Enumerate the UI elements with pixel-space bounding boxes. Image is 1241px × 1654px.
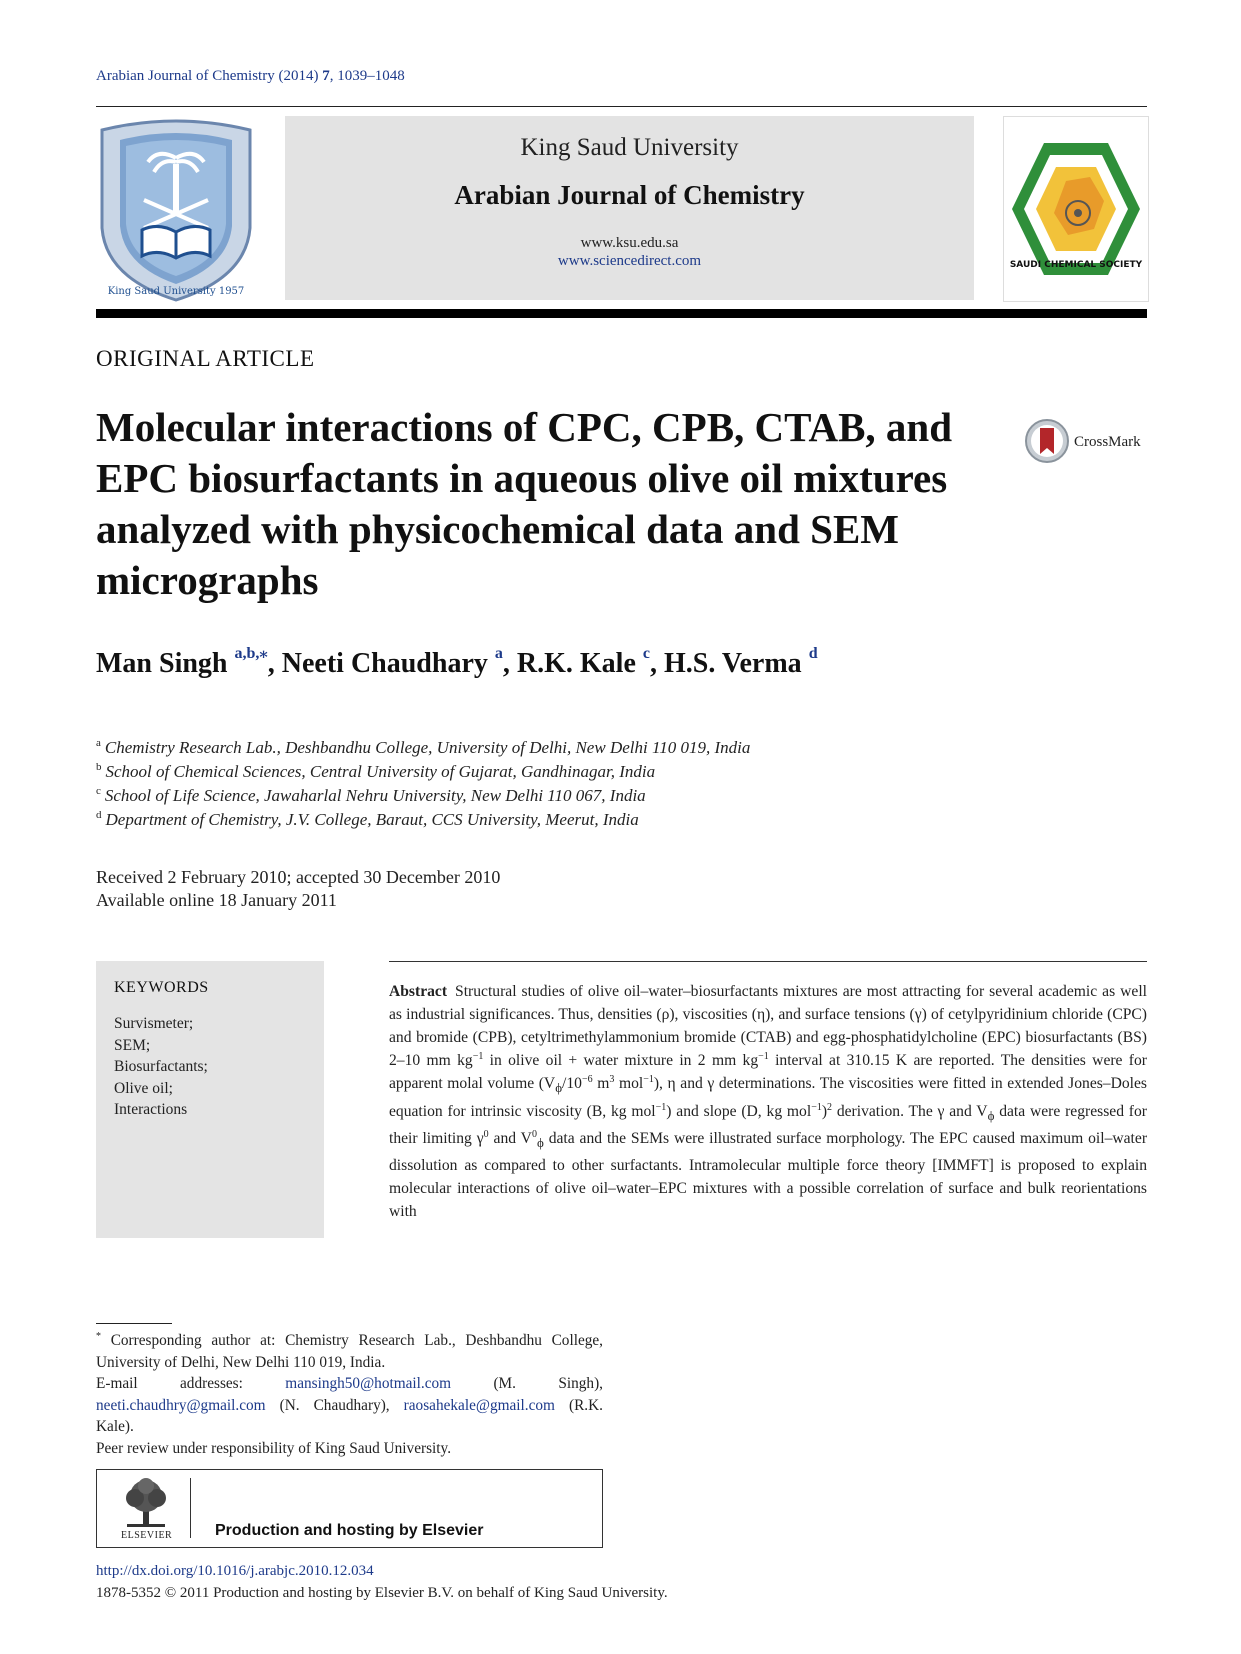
corresponding-author-footnote <box>96 1330 603 1459</box>
crossmark-icon <box>1024 418 1070 464</box>
email-link[interactable]: mansingh50@hotmail.com <box>285 1375 452 1392</box>
copyright-notice: 1878-5352 © 2011 Production and hosting by Elsevier B.V. on behalf of King Saud University. <box>96 1585 668 1601</box>
article-dates <box>96 866 500 912</box>
header-thick-rule <box>96 309 1147 318</box>
keyword-item: Interactions <box>114 1101 188 1118</box>
author: R.K. Kale $^c$, <box>516 644 664 679</box>
affiliation-item: $^d$ Department of Chemistry, J.V. College, Baraut, CCS University, Meerut, India <box>96 809 639 829</box>
footnote-rule <box>96 1323 172 1324</box>
citation-pages: , 1039–1048 <box>329 68 405 84</box>
saudi-chemical-society-logo <box>1003 116 1149 302</box>
header-rule <box>96 106 1147 107</box>
affiliation-item: $^c$ School of Life Science, Jawaharlal Nehru University, New Delhi 110 067, India <box>96 785 646 805</box>
journal-citation[interactable] <box>96 68 405 85</box>
affiliation-list <box>96 736 750 832</box>
received-date: Received 2 February 2010; accepted 30 December 2010 <box>96 867 501 887</box>
citation-prefix: Arabian Journal of Chemistry (2014) <box>96 68 319 84</box>
keyword-item: Biosurfactants; <box>114 1058 208 1075</box>
citation-volume: 7 <box>322 68 330 84</box>
author: Neeti Chaudhary $^a$, <box>281 644 517 679</box>
author-affiliation-link[interactable]: a,b,⁎ <box>234 644 268 662</box>
author-affiliation-link[interactable]: d <box>808 644 818 662</box>
affiliation-item: $^a$ Chemistry Research Lab., Deshbandhu College, University of Delhi, New Delhi 110 019, India <box>96 737 751 757</box>
corresponding-author-note: * Corresponding author at: Chemistry Research Lab., Deshbandhu College, University of Delhi, New Delhi 110 019, India. <box>96 1330 603 1371</box>
crossmark-button[interactable] <box>1024 418 1154 468</box>
affiliation-item: $^b$ School of Chemical Sciences, Central University of Gujarat, Gandhinagar, India <box>96 761 656 781</box>
peer-review-note: Peer review under responsibility of King Saud University. <box>96 1439 452 1457</box>
author: H.S. Verma $^d$ <box>664 644 818 679</box>
email-addresses: E-mail addresses: mansingh50@hotmail.com (M. Singh), neeti.chaudhry@gmail.com (N. Chaudhary), raosahekale@gmail.com (R.K. Kale). <box>96 1375 603 1435</box>
keyword-item: Survismeter; <box>114 1015 194 1032</box>
elsevier-logo-name: ELSEVIER <box>121 1530 173 1541</box>
crossmark-label: CrossMark <box>1074 434 1141 450</box>
journal-banner <box>285 116 974 300</box>
publisher-text: Production and hosting by Elsevier <box>215 1522 484 1539</box>
author: Man Singh $^{a,b,⁎}$, <box>96 644 282 679</box>
article-title: Molecular interactions of CPC, CPB, CTAB, and EPC biosurfactants in aqueous olive oil mixtures analyzed with physicochemical data and SEM micrographs <box>96 404 953 603</box>
email-link[interactable]: neeti.chaudhry@gmail.com <box>96 1396 266 1414</box>
email-link[interactable]: raosahekale@gmail.com <box>403 1396 555 1414</box>
publisher-box <box>96 1469 603 1548</box>
author-affiliation-link[interactable]: c <box>642 644 650 662</box>
article-type: ORIGINAL ARTICLE <box>96 346 315 371</box>
ksu-logo-lettering: King Saud University 1957 <box>107 286 245 297</box>
keywords-list <box>114 1013 208 1121</box>
keyword-item: SEM; <box>114 1036 151 1054</box>
ksu-url-link[interactable]: www.ksu.edu.sa <box>580 235 679 251</box>
journal-name: Arabian Journal of Chemistry <box>454 180 805 210</box>
keywords-box <box>96 961 324 1238</box>
author-list <box>96 644 818 680</box>
abstract-label: Abstract <box>389 983 448 1000</box>
publisher-divider <box>190 1478 191 1538</box>
society-logo-lettering: SAUDI CHEMICAL SOCIETY <box>1009 260 1143 270</box>
online-date: Available online 18 January 2011 <box>96 890 337 910</box>
sciencedirect-url-link[interactable]: www.sciencedirect.com <box>557 253 702 269</box>
author-affiliation-link[interactable]: a <box>494 644 503 662</box>
abstract-text: Abstract Structural studies of olive oil–water–biosurfactants mixtures are most attracting for several academic as well as industrial significances. Thus, densities (ρ), viscosities (η), and surface tensions (γ) of cetylpyridinium chloride (CPC) and bromide (CPB), cetyltrimethylammonium bromide (CTAB) and egg-phosphatidylcholine (EPC) biosurfactants (BS) 2–10 mm $kg^{-1}$ in olive oil + water mixture in 2 mm $kg^{-1}$ interval at 310.15 K are reported. The densities were for apparent molal volume ($V_\phi/10^{-6}$ $m^3$ mol$^{-1}$), η and γ determinations. The viscosities were fitted in extended Jones–Doles equation for intrinsic viscosity (B, kg mol$^{-1}$) and slope (D, kg mol$^{-1}$)$^2$ derivation. The γ and $V_\phi$ data were regressed for their limiting $\gamma^0$ and $V^0_\phi$ data and the SEMs were illustrated surface morphology. The EPC caused maximum oil–water dissolution as compared to other surfactants. Intramolecular multiple force theory [IMMFT] is proposed to explain molecular interactions of olive oil–water–EPC mixtures with a possible correlation of surface and bulk reorientations with <box>389 983 1148 1221</box>
university-name: King Saud University <box>520 134 739 161</box>
abstract-rule <box>389 961 1147 962</box>
elsevier-tree-logo <box>119 1476 173 1530</box>
keywords-heading: KEYWORDS <box>114 979 209 996</box>
doi-link[interactable]: http://dx.doi.org/10.1016/j.arabjc.2010.12.034 <box>96 1563 374 1579</box>
keyword-item: Olive oil; <box>114 1079 173 1097</box>
ksu-logo <box>96 118 256 304</box>
